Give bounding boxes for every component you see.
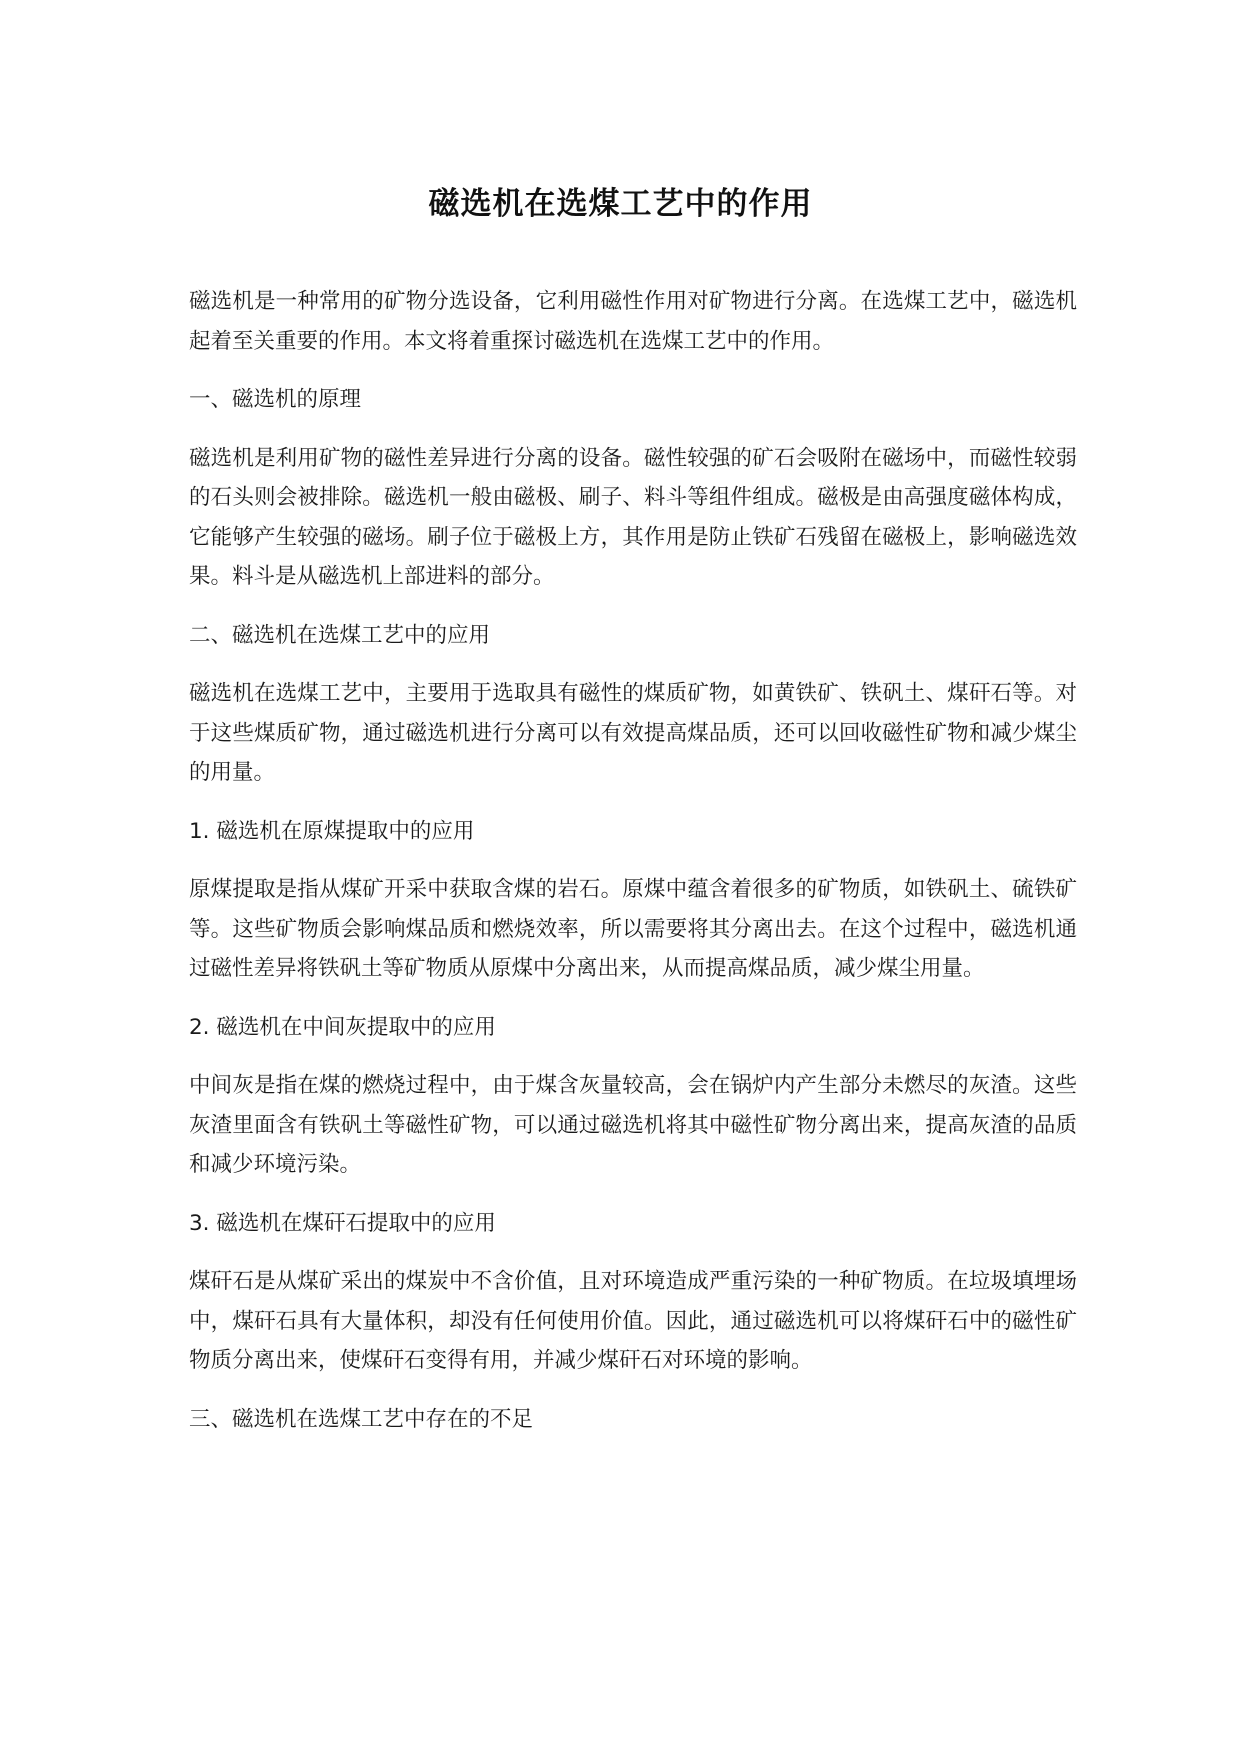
section-heading-principle: 一、磁选机的原理 [189, 387, 362, 412]
subsection-paragraph-gangue: 煤矸石是从煤矿采出的煤炭中不含价值，且对环境造成严重污染的一种矿物质。在垃圾填埋场中，煤矸石具有大量体积，却没有任何使用价值。因此，通过磁选机可以将煤矸石中的磁性矿物质分离出来，使煤矸石变得有用，并减少煤矸石对环境的影响。 [189, 1269, 1077, 1373]
intro-paragraph: 磁选机是一种常用的矿物分选设备，它利用磁性作用对矿物进行分离。在选煤工艺中，磁选机起着至关重要的作用。本文将着重探讨磁选机在选煤工艺中的作用。 [189, 289, 1077, 354]
subsection-paragraph-raw-coal: 原煤提取是指从煤矿开采中获取含煤的岩石。原煤中蕴含着很多的矿物质，如铁矾土、硫铁矿等。这些矿物质会影响煤品质和燃烧效率，所以需要将其分离出去。在这个过程中，磁选机通过磁性差异将铁矾土等矿物质从原煤中分离出来，从而提高煤品质，减少煤尘用量。 [189, 877, 1077, 981]
section-heading-application: 二、磁选机在选煤工艺中的应用 [189, 622, 491, 648]
subsection-heading-middle-ash: 2. 磁选机在中间灰提取中的应用 [189, 1014, 496, 1040]
section-paragraph-principle: 磁选机是利用矿物的磁性差异进行分离的设备。磁性较强的矿石会吸附在磁场中，而磁性较弱的石头则会被排除。磁选机一般由磁极、刷子、料斗等组件组成。磁极是由高强度磁体构成，它能够产生较强的磁场。刷子位于磁极上方，其作用是防止铁矿石残留在磁极上，影响磁选效果。料斗是从磁选机上部进料的部分。 [189, 445, 1077, 589]
subsection-heading-raw-coal: 1. 磁选机在原煤提取中的应用 [189, 818, 475, 844]
document-body [189, 282, 1077, 1458]
subsection-heading-gangue: 3. 磁选机在煤矸石提取中的应用 [189, 1210, 496, 1236]
section-paragraph-application: 磁选机在选煤工艺中，主要用于选取具有磁性的煤质矿物，如黄铁矿、铁矾土、煤矸石等。对于这些煤质矿物，通过磁选机进行分离可以有效提高煤品质，还可以回收磁性矿物和减少煤尘的用量。 [189, 681, 1077, 785]
page-title: 磁选机在选煤工艺中的作用 [428, 186, 813, 222]
subsection-paragraph-middle-ash: 中间灰是指在煤的燃烧过程中，由于煤含灰量较高，会在锅炉内产生部分未燃尽的灰渣。这些灰渣里面含有铁矾土等磁性矿物，可以通过磁选机将其中磁性矿物分离出来，提高灰渣的品质和减少环境污染。 [189, 1073, 1077, 1177]
section-heading-shortcomings: 三、磁选机在选煤工艺中存在的不足 [189, 1406, 534, 1432]
